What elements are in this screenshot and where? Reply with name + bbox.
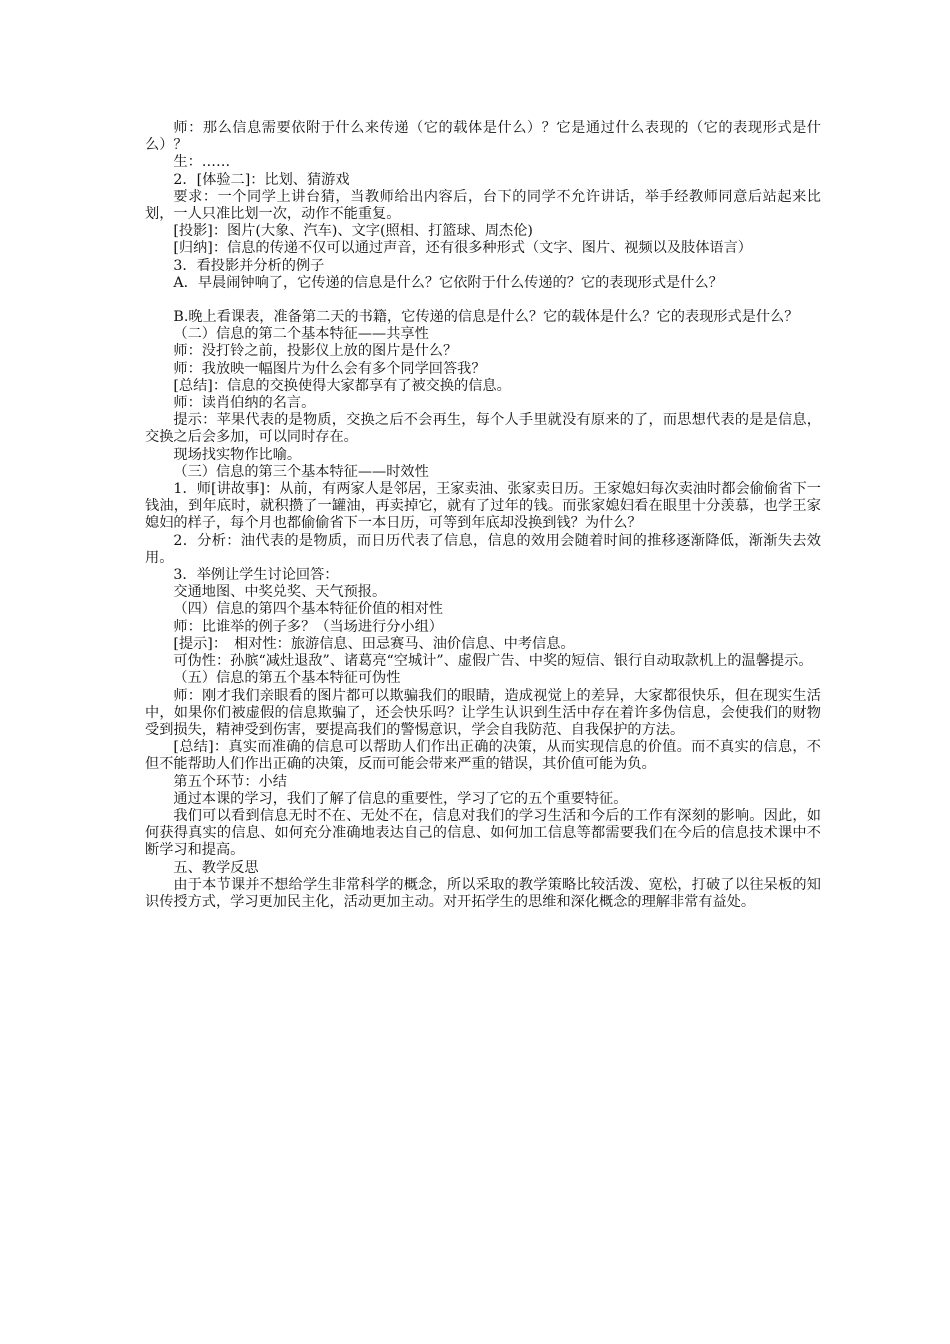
paragraph: [总结]：真实而准确的信息可以帮助人们作出正确的决策，从而实现信息的价值。而不真实的信息，不但不能帮助人们作出正确的决策，反而可能会带来严重的错误，其价值可能为负。 — [145, 739, 821, 773]
paragraph: 我们可以看到信息无时不在、无处不在，信息对我们的学习生活和今后的工作有深刻的影响。因此，如何获得真实的信息、如何充分准确地表达自己的信息、如何加工信息等都需要我们在今后的信息技术课中不断学习和提高。 — [145, 807, 821, 859]
paragraph: [投影]：图片(大象、汽车)、文字(照相、打篮球、周杰伦) — [173, 223, 533, 240]
paragraph: 提示：苹果代表的是物质，交换之后不会再生，每个人手里就没有原来的了，而思想代表的是是信息，交换之后会多加，可以同时存在。 — [145, 412, 821, 446]
paragraph: 现场找实物作比喻。 — [173, 446, 302, 463]
section-heading: （四）信息的第四个基本特征价值的相对性 — [173, 601, 443, 618]
paragraph: 师：比谁举的例子多？（当场进行分小组） — [173, 618, 443, 635]
paragraph: [提示]： 相对性：旅游信息、田忌赛马、油价信息、中考信息。 — [173, 635, 575, 652]
paragraph: 师：我放映一幅图片为什么会有多个同学回答我？ — [173, 360, 486, 377]
paragraph: [归纳]：信息的传递不仅可以通过声音，还有很多种形式（文字、图片、视频以及肢体语言） — [173, 240, 752, 257]
paragraph: [总结]：信息的交换使得大家都享有了被交换的信息。 — [173, 377, 511, 394]
section-heading: （三）信息的第三个基本特征——时效性 — [173, 463, 429, 480]
paragraph: 2．[体验二]：比划、猜游戏 — [173, 171, 350, 188]
paragraph: 师：没打铃之前，投影仪上放的图片是什么？ — [173, 343, 458, 360]
section-heading: 第五个环节：小结 — [173, 773, 287, 790]
paragraph: A．早晨闹钟响了，它传递的信息是什么？它依附于什么传递的？它的表现形式是什么？ — [173, 274, 723, 291]
paragraph: 师：那么信息需要依附于什么来传递（它的载体是什么）？它是通过什么表现的（它的表现形式是什么）？ — [145, 120, 821, 154]
paragraph: 通过本课的学习，我们了解了信息的重要性，学习了它的五个重要特征。 — [173, 790, 628, 807]
paragraph: 生：…… — [173, 154, 231, 171]
section-heading: （二）信息的第二个基本特征——共享性 — [173, 326, 429, 343]
document-body — [145, 120, 821, 911]
section-heading: 五、教学反思 — [173, 859, 259, 876]
paragraph: 3．举例让学生讨论回答： — [173, 567, 339, 584]
paragraph: 可伪性：孙膑“减灶退敌”、诸葛亮“空城计”、虚假广告、中奖的短信、银行自动取款机上的温馨提示。 — [173, 653, 813, 670]
paragraph: 1．师[讲故事]：从前，有两家人是邻居，王家卖油、张家卖日历。王家媳妇每次卖油时都会偷偷省下一钱油，到年底时，就积攒了一罐油，再卖掉它，就有了过年的钱。而张家媳妇看在眼里十分羡慕，也学王家媳妇的样子，每个月也都偷偷省下一本日历，可等到年底却没换到钱？为什么？ — [145, 481, 821, 532]
paragraph: 师：刚才我们亲眼看的图片都可以欺骗我们的眼睛，造成视觉上的差异，大家都很快乐，但在现实生活中，如果你们被虚假的信息欺骗了，还会快乐吗？让学生认识到生活中存在着许多伪信息，会使我们的财物受到损失，精神受到伤害，要提高我们的警惕意识，学会自我防范、自我保护的方法。 — [145, 687, 821, 738]
paragraph: 交通地图、中奖兑奖、天气预报。 — [173, 584, 387, 601]
paragraph: 3．看投影并分析的例子 — [173, 257, 325, 274]
paragraph: 由于本节课并不想给学生非常科学的概念，所以采取的教学策略比较活泼、宽松，打破了以往呆板的知识传授方式，学习更加民主化，活动更加主动。对开拓学生的思维和深化概念的理解非常有益处。 — [145, 876, 821, 910]
paragraph: 师：读肖伯纳的名言。 — [173, 395, 316, 412]
section-heading: （五）信息的第五个基本特征可伪性 — [173, 670, 401, 687]
paragraph: 2．分析：油代表的是物质，而日历代表了信息，信息的效用会随着时间的推移逐渐降低，渐渐失去效用。 — [145, 532, 821, 566]
paragraph: 要求：一个同学上讲台猜，当教师给出内容后，台下的同学不允许讲话，举手经教师同意后站起来比划，一人只准比划一次，动作不能重复。 — [145, 188, 821, 223]
paragraph: B.晚上看课表，准备第二天的书籍，它传递的信息是什么？它的载体是什么？它的表现形式是什么？ — [173, 309, 799, 326]
